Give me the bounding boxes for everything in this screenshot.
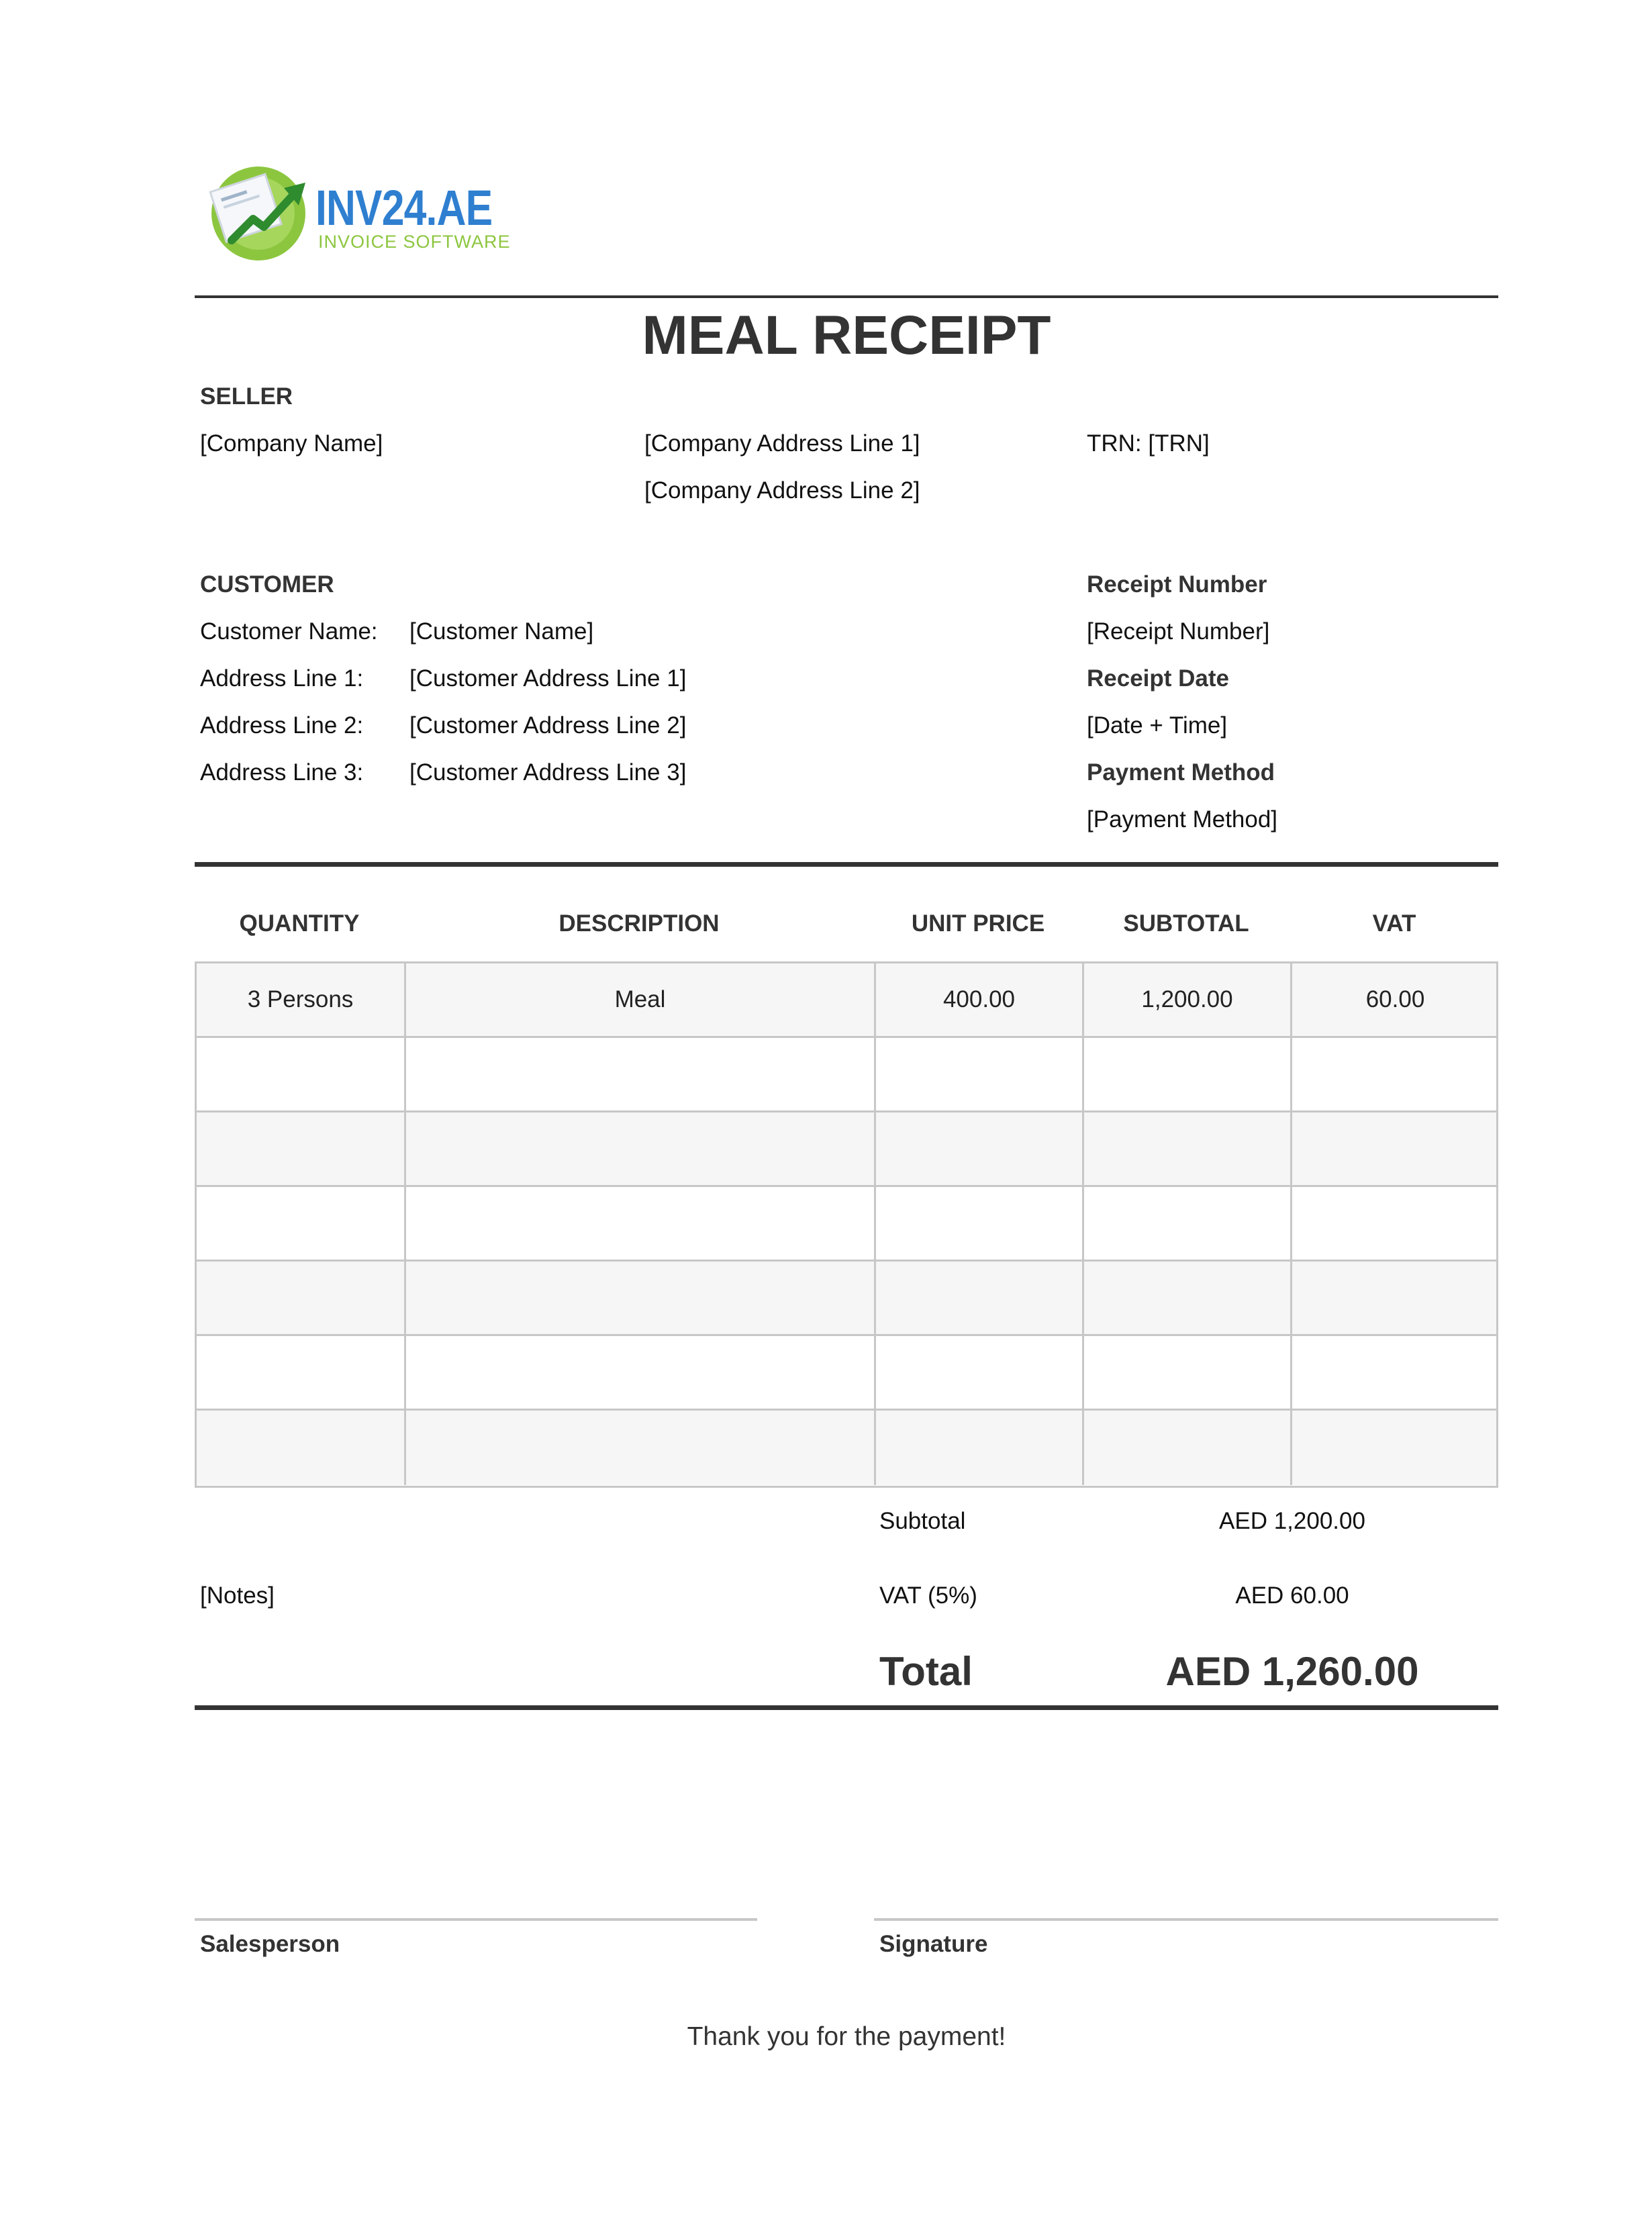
total-label: Total xyxy=(879,1649,973,1694)
cell-description xyxy=(406,1038,876,1110)
logo-brand-text: INV24.AE xyxy=(315,180,493,236)
table-row xyxy=(197,1411,1496,1485)
seller-trn: TRN: [TRN] xyxy=(1087,430,1210,457)
logo-emblem-icon xyxy=(205,160,319,267)
cell-quantity xyxy=(197,1038,406,1110)
logo-tagline: INVOICE SOFTWARE xyxy=(318,232,511,252)
receipt-number-label: Receipt Number xyxy=(1087,571,1267,598)
cell-quantity xyxy=(197,1411,406,1485)
customer-address-1-value: [Customer Address Line 1] xyxy=(409,665,687,692)
cell-description xyxy=(406,1411,876,1485)
col-header-quantity: QUANTITY xyxy=(239,910,360,937)
payment-method-label: Payment Method xyxy=(1087,759,1275,786)
subtotal-value: AED 1,200.00 xyxy=(1219,1508,1365,1534)
cell-vat xyxy=(1292,1112,1498,1185)
cell-vat xyxy=(1292,1187,1498,1260)
customer-address-1-label: Address Line 1: xyxy=(200,665,364,692)
subtotal-label: Subtotal xyxy=(879,1508,966,1534)
line-items-table xyxy=(195,961,1498,1488)
cell-vat xyxy=(1292,1038,1498,1110)
signature-label: Signature xyxy=(879,1931,988,1957)
table-top-divider xyxy=(195,862,1498,867)
cell-description xyxy=(406,1112,876,1185)
cell-description xyxy=(406,1187,876,1260)
salesperson-line xyxy=(195,1918,757,1921)
table-row xyxy=(197,1187,1496,1262)
cell-subtotal xyxy=(1084,1262,1292,1334)
col-header-description: DESCRIPTION xyxy=(558,910,720,937)
cell-subtotal xyxy=(1084,1187,1292,1260)
customer-address-2-label: Address Line 2: xyxy=(200,712,364,739)
cell-description xyxy=(406,1336,876,1409)
cell-unit-price xyxy=(876,1262,1084,1334)
cell-quantity: 3 Persons xyxy=(197,963,406,1036)
customer-heading: CUSTOMER xyxy=(200,571,334,598)
payment-method-value: [Payment Method] xyxy=(1087,806,1278,833)
signature-line xyxy=(874,1918,1498,1921)
cell-subtotal xyxy=(1084,1038,1292,1110)
total-value: AED 1,260.00 xyxy=(1165,1649,1419,1694)
customer-address-2-value: [Customer Address Line 2] xyxy=(409,712,687,739)
table-row xyxy=(197,963,1496,1038)
cell-unit-price: 400.00 xyxy=(876,963,1084,1036)
seller-heading: SELLER xyxy=(200,383,293,410)
seller-address-line-2: [Company Address Line 2] xyxy=(644,477,920,504)
cell-description xyxy=(406,1262,876,1334)
cell-unit-price xyxy=(876,1411,1084,1485)
cell-vat: 60.00 xyxy=(1365,986,1425,1012)
seller-company-name: [Company Name] xyxy=(200,430,383,457)
page-title: MEAL RECEIPT xyxy=(642,305,1051,366)
cell-quantity xyxy=(197,1187,406,1260)
cell-description: Meal xyxy=(406,963,876,1036)
notes: [Notes] xyxy=(200,1582,275,1609)
receipt-date-label: Receipt Date xyxy=(1087,665,1230,692)
cell-vat xyxy=(1292,1411,1498,1485)
cell-unit-price xyxy=(876,1112,1084,1185)
col-header-subtotal: SUBTOTAL xyxy=(1123,910,1249,937)
customer-name-label: Customer Name: xyxy=(200,618,378,645)
header-divider xyxy=(195,295,1498,298)
cell-quantity xyxy=(197,1262,406,1334)
col-header-unit-price: UNIT PRICE xyxy=(911,910,1045,937)
cell-unit-price xyxy=(876,1187,1084,1260)
receipt-number-value: [Receipt Number] xyxy=(1087,618,1270,645)
cell-unit-price xyxy=(876,1336,1084,1409)
cell-subtotal: 1,200.00 xyxy=(1084,963,1292,1036)
table-row xyxy=(197,1112,1496,1187)
totals-bottom-divider xyxy=(195,1705,1498,1710)
cell-subtotal xyxy=(1084,1112,1292,1185)
cell-quantity xyxy=(197,1336,406,1409)
table-row xyxy=(197,1262,1496,1336)
cell-unit-price xyxy=(876,1038,1084,1110)
table-row xyxy=(197,1038,1496,1112)
table-row xyxy=(197,1336,1496,1411)
customer-address-3-value: [Customer Address Line 3] xyxy=(409,759,687,786)
vat-label: VAT (5%) xyxy=(879,1582,977,1609)
cell-vat xyxy=(1292,1336,1498,1409)
cell-vat xyxy=(1292,1262,1498,1334)
receipt-date-value: [Date + Time] xyxy=(1087,712,1228,739)
salesperson-label: Salesperson xyxy=(200,1931,340,1957)
customer-name-value: [Customer Name] xyxy=(409,618,594,645)
col-header-vat: VAT xyxy=(1372,910,1416,937)
seller-address-line-1: [Company Address Line 1] xyxy=(644,430,920,457)
cell-quantity xyxy=(197,1112,406,1185)
cell-subtotal xyxy=(1084,1336,1292,1409)
customer-address-3-label: Address Line 3: xyxy=(200,759,364,786)
cell-subtotal xyxy=(1084,1411,1292,1485)
thank-you-message: Thank you for the payment! xyxy=(687,2022,1006,2051)
vat-value: AED 60.00 xyxy=(1235,1582,1349,1609)
